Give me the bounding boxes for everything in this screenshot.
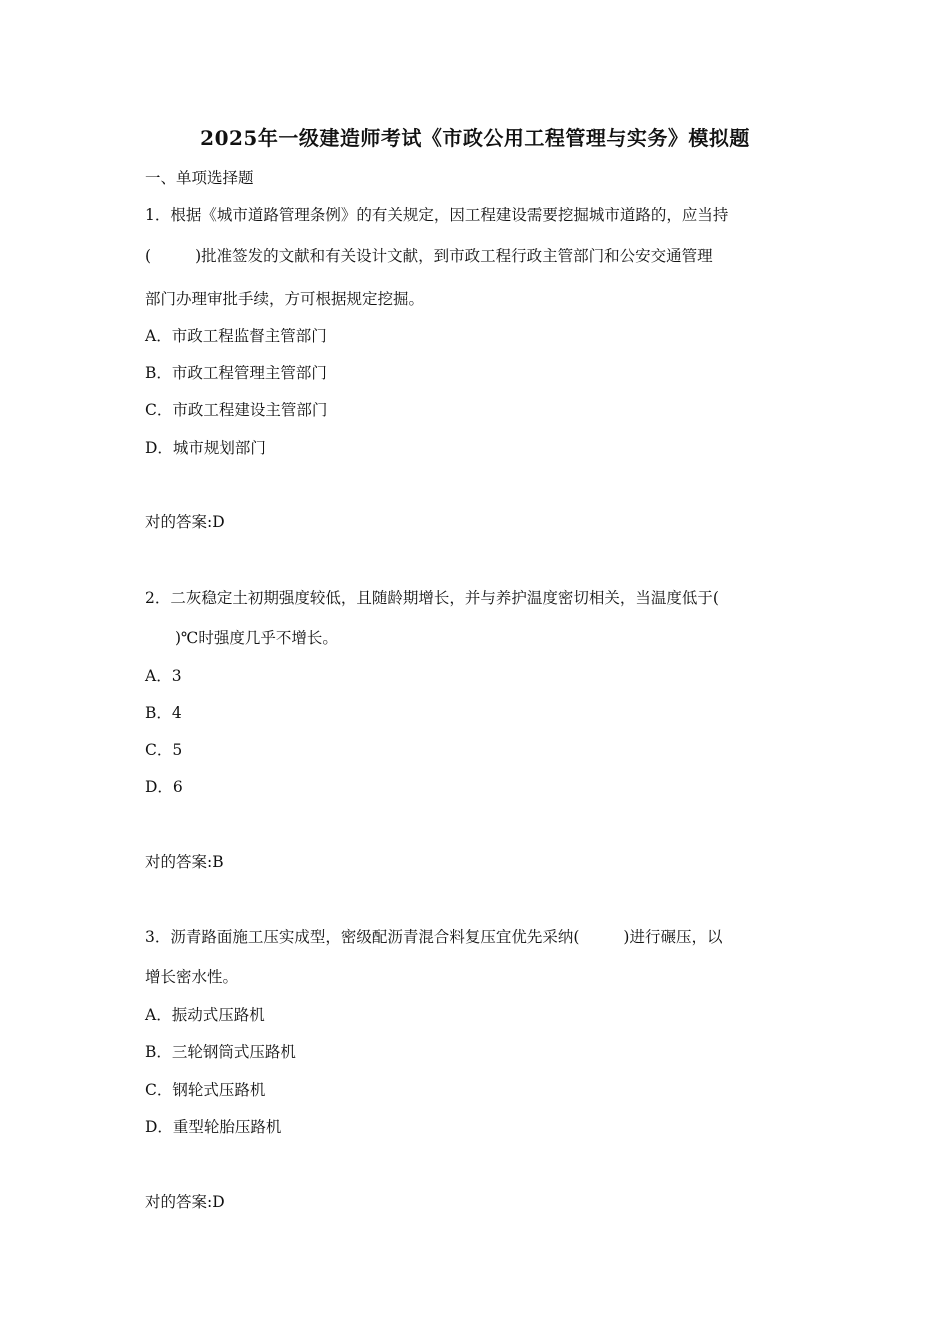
question-1-answer: 对的答案:D xyxy=(145,513,225,531)
question-2-line-2 xyxy=(145,627,338,649)
section-heading: 一、单项选择题 xyxy=(145,169,254,187)
question-3-option-b: B．三轮钢筒式压路机 xyxy=(145,1043,296,1061)
question-3-option-d: D．重型轮胎压路机 xyxy=(145,1118,282,1136)
question-2-line-2-text: )℃时强度几乎不增长。 xyxy=(175,629,338,647)
question-1-blank-open: ( xyxy=(145,247,152,265)
question-3-line-1 xyxy=(145,926,722,948)
question-1-line-1: 1．根据《城市道路管理条例》的有关规定，因工程建设需要挖掘城市道路的，应当持 xyxy=(145,206,729,224)
question-3-option-c: C．钢轮式压路机 xyxy=(145,1081,266,1099)
question-1-line-2-text: )批准签发的文献和有关设计文献，到市政工程行政主管部门和公安交通管理 xyxy=(195,247,713,265)
question-3-line-1-end: )进行碾压，以 xyxy=(623,928,723,946)
document-title: 2025年一级建造师考试《市政公用工程管理与实务》模拟题 xyxy=(200,126,750,150)
question-2-line-1: 2．二灰稳定土初期强度较低，且随龄期增长，并与养护温度密切相关，当温度低于( xyxy=(145,589,719,607)
question-3-answer: 对的答案:D xyxy=(145,1193,225,1211)
question-1-option-c: C．市政工程建设主管部门 xyxy=(145,401,328,419)
question-1-option-d: D．城市规划部门 xyxy=(145,439,266,457)
question-3-line-1-start: 3．沥青路面施工压实成型，密级配沥青混合料复压宜优先采纳( xyxy=(145,928,580,946)
question-1-line-2 xyxy=(145,245,713,267)
question-1-option-b: B．市政工程管理主管部门 xyxy=(145,364,327,382)
question-1-line-3: 部门办理审批手续，方可根据规定挖掘。 xyxy=(145,290,425,308)
question-2-option-d: D．6 xyxy=(145,778,183,796)
question-3-line-2: 增长密水性。 xyxy=(145,968,239,986)
question-2-option-c: C．5 xyxy=(145,741,183,759)
question-2-answer: 对的答案:B xyxy=(145,853,224,871)
question-3-option-a: A．振动式压路机 xyxy=(145,1006,265,1024)
question-1-option-a: A．市政工程监督主管部门 xyxy=(145,327,327,345)
question-2-option-a: A．3 xyxy=(145,667,182,685)
question-2-option-b: B．4 xyxy=(145,704,182,722)
